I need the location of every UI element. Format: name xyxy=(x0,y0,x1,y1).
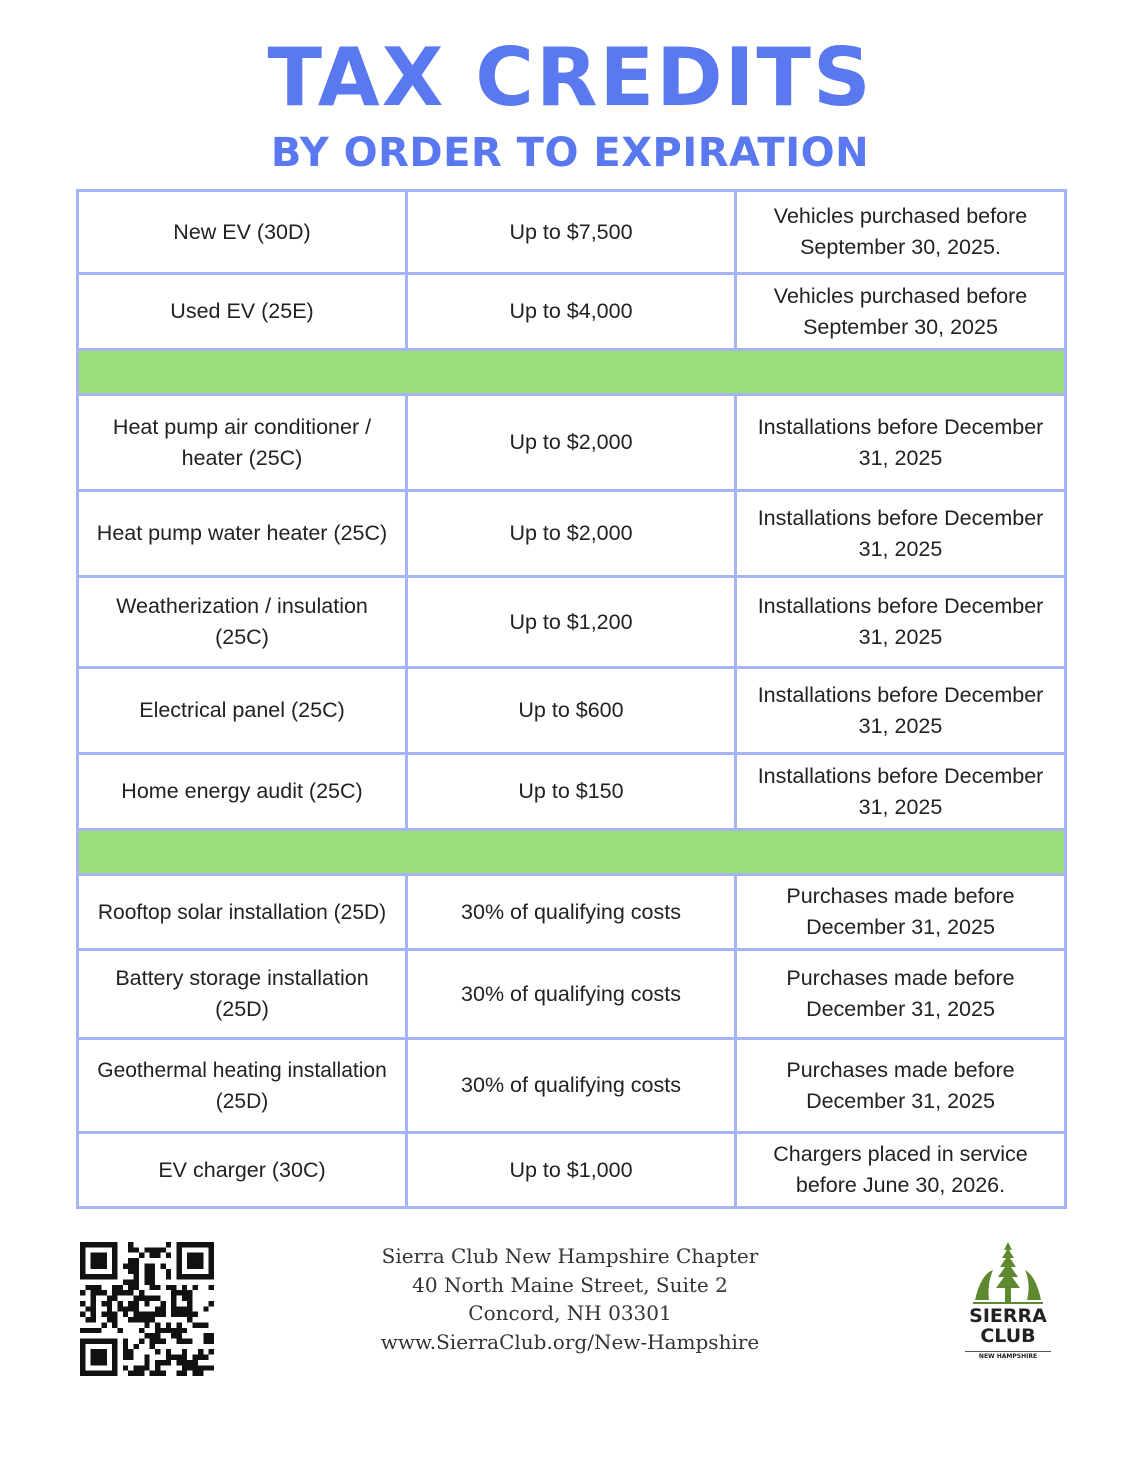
credit-deadline-cell: Installations before December 31, 2025 xyxy=(736,577,1066,668)
credit-name-cell: Weatherization / insulation (25C) xyxy=(78,577,407,668)
credit-name-cell: Home energy audit (25C) xyxy=(78,754,407,830)
logo-word-sierra: SIERRA xyxy=(969,1305,1047,1327)
credit-deadline-cell: Vehicles purchased before September 30, 2025 xyxy=(736,274,1066,350)
credit-amount-cell: Up to $150 xyxy=(407,754,736,830)
qr-code-graphic xyxy=(80,1242,214,1376)
logo-state-name: NEW HAMPSHIRE xyxy=(965,1351,1051,1361)
table-row xyxy=(78,395,1066,491)
footer-city: Concord, NH 03301 xyxy=(468,1301,672,1325)
green-separator-bar xyxy=(78,350,1066,395)
credit-amount-cell: Up to $600 xyxy=(407,668,736,754)
credit-deadline-cell: Installations before December 31, 2025 xyxy=(736,395,1066,491)
credit-deadline-cell: Vehicles purchased before September 30, 2025. xyxy=(736,191,1066,274)
credit-deadline-cell: Chargers placed in service before June 30, 2026. xyxy=(736,1133,1066,1208)
credit-name-cell: Heat pump air conditioner / heater (25C) xyxy=(78,395,407,491)
credit-name-cell: Rooftop solar installation (25D) xyxy=(78,875,407,950)
table-row xyxy=(78,875,1066,950)
credit-amount-cell: Up to $1,200 xyxy=(407,577,736,668)
table-row xyxy=(78,577,1066,668)
tree-logo-icon xyxy=(965,1240,1051,1306)
credit-amount-cell: Up to $1,000 xyxy=(407,1133,736,1208)
table-row xyxy=(78,1133,1066,1208)
credit-deadline-cell: Purchases made before December 31, 2025 xyxy=(736,1039,1066,1133)
credit-amount-cell: Up to $2,000 xyxy=(407,395,736,491)
table-row xyxy=(78,1039,1066,1133)
footer-street: 40 North Maine Street, Suite 2 xyxy=(412,1272,728,1297)
sierra-club-logo xyxy=(965,1240,1051,1364)
table-row xyxy=(78,668,1066,754)
qr-code xyxy=(80,1242,214,1376)
credit-name-cell: Electrical panel (25C) xyxy=(78,668,407,754)
credit-deadline-cell: Purchases made before December 31, 2025 xyxy=(736,950,1066,1039)
credit-deadline-cell: Installations before December 31, 2025 xyxy=(736,668,1066,754)
credit-deadline-cell: Installations before December 31, 2025 xyxy=(736,754,1066,830)
section-separator xyxy=(78,350,1066,395)
footer-website-link[interactable]: www.SierraClub.org/New-Hampshire xyxy=(380,1329,760,1354)
credit-deadline-cell: Purchases made before December 31, 2025 xyxy=(736,875,1066,950)
table-row xyxy=(78,950,1066,1039)
table-row xyxy=(78,274,1066,350)
table-row xyxy=(78,491,1066,577)
green-separator-bar xyxy=(78,830,1066,875)
credit-amount-cell: Up to $2,000 xyxy=(407,491,736,577)
credit-name-cell: New EV (30D) xyxy=(78,191,407,274)
credit-name-cell: EV charger (30C) xyxy=(78,1133,407,1208)
credit-name-cell: Battery storage installation (25D) xyxy=(78,950,407,1039)
credit-name-cell: Geothermal heating installation (25D) xyxy=(78,1039,407,1133)
section-separator xyxy=(78,830,1066,875)
page-subtitle: BY ORDER TO EXPIRATION xyxy=(270,130,870,176)
footer-org-name: Sierra Club New Hampshire Chapter xyxy=(381,1244,759,1268)
credit-name-cell: Heat pump water heater (25C) xyxy=(78,491,407,577)
credit-deadline-cell: Installations before December 31, 2025 xyxy=(736,491,1066,577)
tax-credit-table xyxy=(76,189,1067,1209)
logo-word-club: CLUB xyxy=(980,1325,1036,1347)
credit-amount-cell: Up to $7,500 xyxy=(407,191,736,274)
credit-amount-cell: 30% of qualifying costs xyxy=(407,1039,736,1133)
credit-amount-cell: 30% of qualifying costs xyxy=(407,875,736,950)
footer-address xyxy=(320,1242,820,1356)
table-row xyxy=(78,191,1066,274)
page-title: TAX CREDITS xyxy=(267,31,873,124)
table-row xyxy=(78,754,1066,830)
credit-name-cell: Used EV (25E) xyxy=(78,274,407,350)
credit-amount-cell: Up to $4,000 xyxy=(407,274,736,350)
credit-amount-cell: 30% of qualifying costs xyxy=(407,950,736,1039)
